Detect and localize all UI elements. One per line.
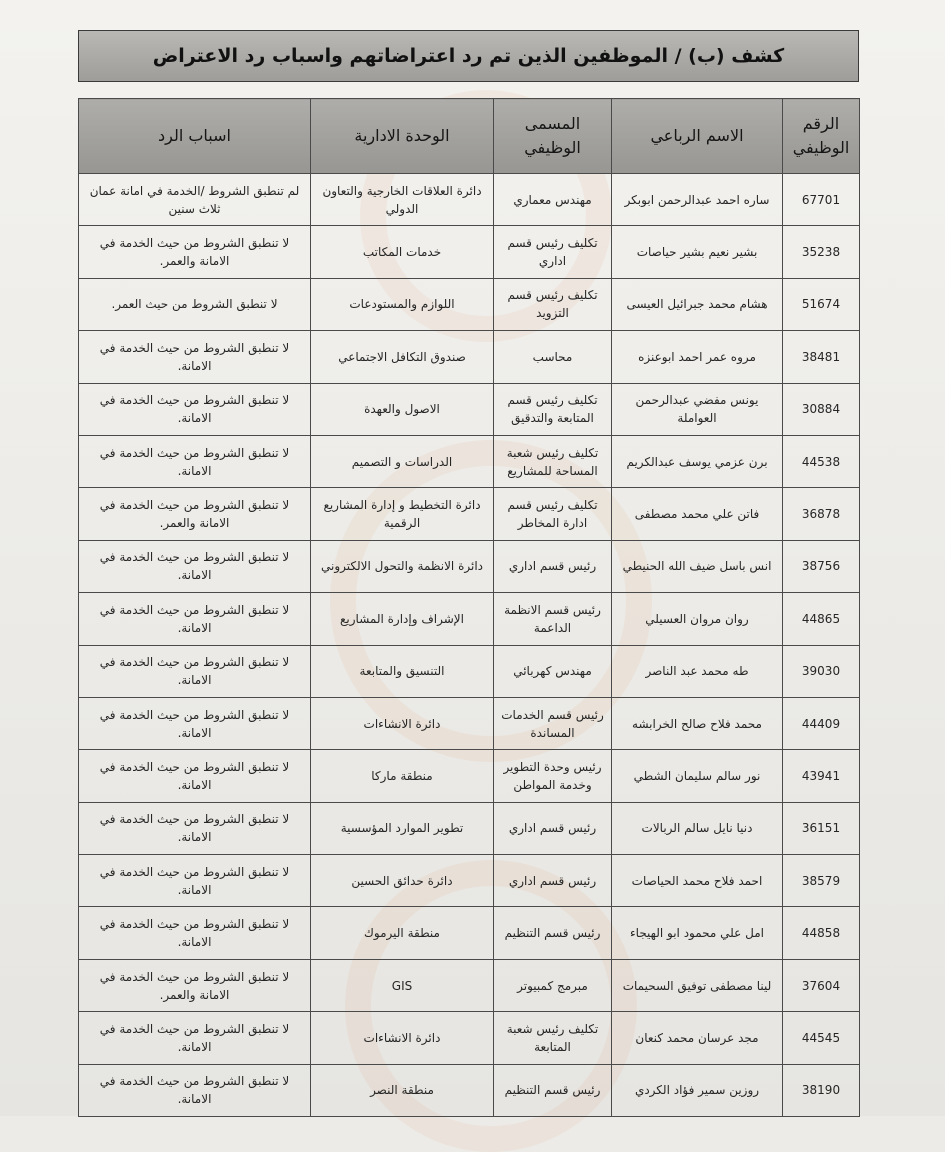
job-title-cell: رئيس قسم اداري	[494, 540, 612, 592]
full-name-cell: روزين سمير فؤاد الكردي	[612, 1064, 783, 1116]
employee-number-cell: 39030	[783, 645, 860, 697]
table-row	[79, 540, 860, 592]
job-title-cell: مهندس كهربائي	[494, 645, 612, 697]
department-cell: دائرة العلاقات الخارجية والتعاون الدولي	[311, 174, 494, 226]
full-name-cell: محمد فلاح صالح الخرابشه	[612, 697, 783, 749]
table-row	[79, 278, 860, 330]
rejection-reason-cell: لا تنطبق الشروط من حيث الخدمة في الامانة.	[79, 1012, 311, 1064]
department-cell: الدراسات و التصميم	[311, 435, 494, 487]
rejection-reason-cell: لا تنطبق الشروط من حيث الخدمة في الامانة والعمر.	[79, 488, 311, 540]
table-body	[79, 174, 860, 1117]
rejection-reason-cell: لا تنطبق الشروط من حيث الخدمة في الامانة.	[79, 540, 311, 592]
department-cell: دائرة الانشاءات	[311, 1012, 494, 1064]
full-name-cell: طه محمد عبد الناصر	[612, 645, 783, 697]
rejection-reason-cell: لا تنطبق الشروط من حيث الخدمة في الامانة.	[79, 1064, 311, 1116]
job-title-cell: تكليف رئيس شعبة المساحة للمشاريع	[494, 435, 612, 487]
rejection-reason-cell: لا تنطبق الشروط من حيث الخدمة في الامانة.	[79, 383, 311, 435]
full-name-cell: يونس مفضي عبدالرحمن العواملة	[612, 383, 783, 435]
table-row	[79, 907, 860, 959]
table-row	[79, 645, 860, 697]
rejection-reason-cell: لا تنطبق الشروط من حيث الخدمة في الامانة.	[79, 593, 311, 645]
employee-number-cell: 36878	[783, 488, 860, 540]
employee-number-cell: 38481	[783, 331, 860, 383]
department-cell: الإشراف وإدارة المشاريع	[311, 593, 494, 645]
job-title-cell: مهندس معماري	[494, 174, 612, 226]
employee-number-cell: 44545	[783, 1012, 860, 1064]
employee-number-cell: 44858	[783, 907, 860, 959]
employee-number-cell: 38190	[783, 1064, 860, 1116]
department-cell: منطقة اليرموك	[311, 907, 494, 959]
department-cell: منطقة ماركا	[311, 750, 494, 802]
table-row	[79, 226, 860, 278]
employee-number-cell: 43941	[783, 750, 860, 802]
department-cell: دائرة حدائق الحسين	[311, 855, 494, 907]
department-cell: خدمات المكاتب	[311, 226, 494, 278]
rejection-reason-cell: لا تنطبق الشروط من حيث الخدمة في الامانة والعمر.	[79, 226, 311, 278]
full-name-cell: دنيا نايل سالم الربالات	[612, 802, 783, 854]
job-title-cell: محاسب	[494, 331, 612, 383]
rejection-reason-cell: لا تنطبق الشروط من حيث الخدمة في الامانة.	[79, 907, 311, 959]
full-name-cell: احمد فلاح محمد الحياصات	[612, 855, 783, 907]
rejection-reason-cell: لا تنطبق الشروط من حيث العمر.	[79, 278, 311, 330]
employee-number-cell: 44538	[783, 435, 860, 487]
employee-number-cell: 38579	[783, 855, 860, 907]
department-cell: صندوق التكافل الاجتماعي	[311, 331, 494, 383]
job-title-cell: رئيس قسم التنظيم	[494, 907, 612, 959]
job-title-cell: تكليف رئيس قسم التزويد	[494, 278, 612, 330]
table-row	[79, 435, 860, 487]
table-row	[79, 331, 860, 383]
full-name-cell: امل علي محمود ابو الهيجاء	[612, 907, 783, 959]
department-cell: منطقة النصر	[311, 1064, 494, 1116]
header-job-title: المسمى الوظيفي	[494, 99, 612, 174]
rejection-reason-cell: لا تنطبق الشروط من حيث الخدمة في الامانة.	[79, 435, 311, 487]
table-row	[79, 802, 860, 854]
full-name-cell: مروه عمر احمد ابوعنزه	[612, 331, 783, 383]
job-title-cell: رئيس قسم الانظمة الداعمة	[494, 593, 612, 645]
job-title-cell: رئيس قسم اداري	[494, 855, 612, 907]
department-cell: التنسيق والمتابعة	[311, 645, 494, 697]
rejection-reason-cell: لا تنطبق الشروط من حيث الخدمة في الامانة.	[79, 645, 311, 697]
full-name-cell: نور سالم سليمان الشطي	[612, 750, 783, 802]
department-cell: GIS	[311, 959, 494, 1011]
rejection-reason-cell: لا تنطبق الشروط من حيث الخدمة في الامانة والعمر.	[79, 959, 311, 1011]
full-name-cell: ساره احمد عبدالرحمن ابوبكر	[612, 174, 783, 226]
employee-number-cell: 51674	[783, 278, 860, 330]
table-row	[79, 488, 860, 540]
employee-number-cell: 36151	[783, 802, 860, 854]
table-row	[79, 750, 860, 802]
table-row	[79, 959, 860, 1011]
job-title-cell: رئيس قسم الخدمات المساندة	[494, 697, 612, 749]
job-title-cell: رئيس وحدة التطوير وخدمة المواطن	[494, 750, 612, 802]
header-rejection-reason: اسباب الرد	[79, 99, 311, 174]
department-cell: الاصول والعهدة	[311, 383, 494, 435]
department-cell: دائرة التخطيط و إدارة المشاريع الرقمية	[311, 488, 494, 540]
job-title-cell: مبرمج كمبيوتر	[494, 959, 612, 1011]
rejection-reason-cell: لا تنطبق الشروط من حيث الخدمة في الامانة.	[79, 331, 311, 383]
job-title-cell: رئيس قسم التنظيم	[494, 1064, 612, 1116]
department-cell: اللوازم والمستودعات	[311, 278, 494, 330]
table-row	[79, 1064, 860, 1116]
job-title-cell: تكليف رئيس شعبة المتابعة	[494, 1012, 612, 1064]
full-name-cell: فاتن علي محمد مصطفى	[612, 488, 783, 540]
full-name-cell: برن عزمي يوسف عبدالكريم	[612, 435, 783, 487]
full-name-cell: بشير نعيم بشير حياصات	[612, 226, 783, 278]
table-row	[79, 383, 860, 435]
full-name-cell: مجد عرسان محمد كنعان	[612, 1012, 783, 1064]
full-name-cell: هشام محمد جبرائيل العيسى	[612, 278, 783, 330]
rejected-objections-table	[78, 98, 860, 1117]
employee-number-cell: 67701	[783, 174, 860, 226]
department-cell: دائرة الانشاءات	[311, 697, 494, 749]
rejection-reason-cell: لا تنطبق الشروط من حيث الخدمة في الامانة.	[79, 855, 311, 907]
title-banner	[78, 30, 859, 82]
employee-number-cell: 30884	[783, 383, 860, 435]
table-row	[79, 174, 860, 226]
job-title-cell: تكليف رئيس قسم ادارة المخاطر	[494, 488, 612, 540]
department-cell: دائرة الانظمة والتحول الالكتروني	[311, 540, 494, 592]
employee-number-cell: 35238	[783, 226, 860, 278]
header-full-name: الاسم الرباعي	[612, 99, 783, 174]
table-row	[79, 697, 860, 749]
employee-number-cell: 44409	[783, 697, 860, 749]
employee-number-cell: 37604	[783, 959, 860, 1011]
table-row	[79, 1012, 860, 1064]
employee-number-cell: 38756	[783, 540, 860, 592]
rejection-reason-cell: لم تنطبق الشروط /الخدمة في امانة عمان ثلاث سنين	[79, 174, 311, 226]
rejection-reason-cell: لا تنطبق الشروط من حيث الخدمة في الامانة.	[79, 697, 311, 749]
full-name-cell: لينا مصطفى توفيق السحيمات	[612, 959, 783, 1011]
job-title-cell: تكليف رئيس قسم اداري	[494, 226, 612, 278]
employee-number-cell: 44865	[783, 593, 860, 645]
full-name-cell: روان مروان العسيلي	[612, 593, 783, 645]
table-row	[79, 855, 860, 907]
table-row	[79, 593, 860, 645]
department-cell: تطوير الموارد المؤسسية	[311, 802, 494, 854]
page-title: كشف (ب) / الموظفين الذين تم رد اعتراضاتهم واسباب رد الاعتراض	[152, 45, 785, 67]
job-title-cell: رئيس قسم اداري	[494, 802, 612, 854]
table-header-row	[79, 99, 860, 174]
header-employee-number: الرقم الوظيفي	[783, 99, 860, 174]
job-title-cell: تكليف رئيس قسم المتابعة والتدقيق	[494, 383, 612, 435]
full-name-cell: انس باسل ضيف الله الحنيطي	[612, 540, 783, 592]
header-department: الوحدة الادارية	[311, 99, 494, 174]
rejection-reason-cell: لا تنطبق الشروط من حيث الخدمة في الامانة.	[79, 802, 311, 854]
rejection-reason-cell: لا تنطبق الشروط من حيث الخدمة في الامانة.	[79, 750, 311, 802]
